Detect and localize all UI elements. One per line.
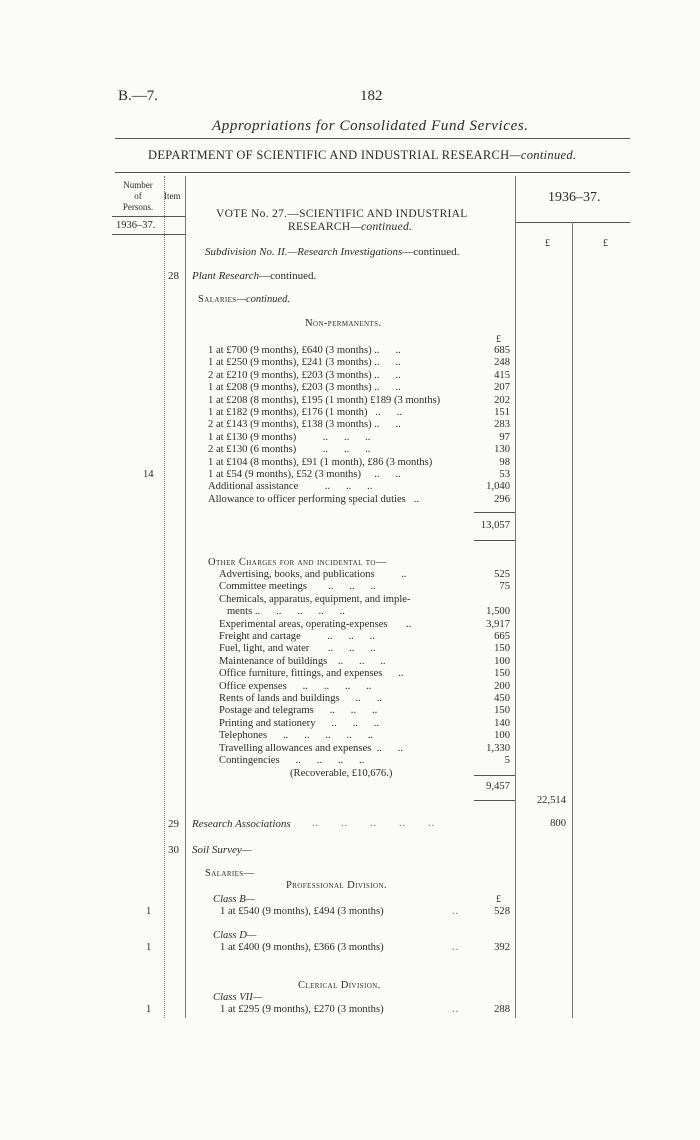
- recoverable-note: (Recoverable, £10,676.): [290, 768, 393, 779]
- item-28-label: Plant Research: [192, 270, 260, 282]
- non-permanent-row-amount: 1,040: [486, 481, 510, 493]
- subdivision-title: Subdivision No. II.—Research Investigations: [205, 246, 403, 258]
- class-b-persons: 1: [146, 906, 152, 917]
- non-permanent-row-desc: 1 at £250 (9 months), £241 (3 months) .. ..: [208, 357, 401, 369]
- vote-heading-suffix: —continued.: [350, 221, 413, 233]
- number-of-persons-line3: Persons.: [122, 202, 154, 212]
- vote-heading-research: RESEARCH: [288, 221, 351, 233]
- other-charge-row-desc: Postage and telegrams .. .. ..: [219, 705, 378, 717]
- pound-col-a: £: [545, 238, 550, 249]
- class-b-row: 1 at £540 (9 months), £494 (3 months): [220, 906, 384, 917]
- number-of-persons-line1: Number: [123, 180, 153, 190]
- non-permanent-row-desc: 2 at £130 (6 months) .. .. ..: [208, 444, 371, 456]
- item-28-total: 22,514: [536, 795, 566, 806]
- item-28-pound-sign: £: [496, 334, 501, 345]
- item-28-salaries-suffix: —continued.: [236, 294, 290, 305]
- item-30-label: Soil Survey—: [192, 844, 252, 856]
- class-vii-persons: 1: [146, 1004, 152, 1015]
- non-permanent-row-desc: 1 at £54 (9 months), £52 (3 months) .. ..: [208, 469, 401, 480]
- salaries-subtotal: 13,057: [480, 520, 510, 531]
- professional-division-heading: Professional Division.: [286, 880, 387, 891]
- other-charge-row-amount: 1,330: [486, 742, 510, 754]
- non-permanent-row-amount: 130: [494, 444, 510, 456]
- other-charge-row-amount: 3,917: [486, 618, 510, 630]
- other-charge-row-desc: Rents of lands and buildings .. ..: [219, 693, 383, 704]
- class-d-amount: 392: [494, 942, 510, 953]
- item-28-heading: [192, 270, 316, 282]
- non-permanents-heading: Non-permanents.: [305, 318, 382, 329]
- other-charge-row-desc: Travelling allowances and expenses .. ..: [219, 742, 404, 754]
- class-b-leader: ..: [452, 906, 460, 917]
- item-29-label: Research Associations: [192, 818, 291, 830]
- non-permanent-row-amount: 283: [494, 419, 510, 431]
- department-rule: [115, 172, 630, 173]
- item-30-number: 30: [168, 844, 179, 856]
- subdivision-heading: [205, 246, 459, 258]
- item-28-suffix: —continued.: [259, 270, 317, 282]
- non-permanent-row-desc: 1 at £208 (8 months), £195 (1 month) £189 (3 months): [208, 394, 441, 406]
- other-charge-row-amount: 450: [494, 693, 510, 704]
- non-permanent-row-desc: Additional assistance .. .. ..: [208, 481, 373, 493]
- non-permanent-row-desc: 2 at £210 (9 months), £203 (3 months) .. ..: [208, 369, 401, 381]
- persons-year-rule: [112, 234, 185, 235]
- non-permanent-row-amount: 207: [494, 382, 510, 394]
- other-charge-row-desc: Advertising, books, and publications ..: [219, 569, 407, 580]
- number-of-persons-header: [112, 180, 164, 213]
- class-vii-leader: ..: [452, 1004, 460, 1015]
- class-vii-row: 1 at £295 (9 months), £270 (3 months): [220, 1004, 384, 1015]
- other-charge-row-desc: Freight and cartage .. .. ..: [219, 631, 375, 642]
- other-charges-heading: Other Charges for and incidental to—: [208, 557, 387, 568]
- other-charge-row-desc: Contingencies .. .. .. ..: [219, 755, 365, 766]
- department-suffix: —continued.: [509, 148, 577, 162]
- other-charge-row-desc: Office expenses .. .. .. ..: [219, 680, 372, 692]
- non-permanent-row-desc: 2 at £143 (9 months), £138 (3 months) .. ..: [208, 419, 401, 431]
- item-29-amount: 800: [550, 818, 566, 829]
- item-column-rule: [185, 176, 186, 1018]
- year-left-header: 1936–37.: [116, 220, 156, 231]
- item-header: Item: [164, 191, 181, 201]
- pound-col-b: £: [603, 238, 608, 249]
- persons-header-rule: [112, 216, 185, 217]
- non-permanent-row-amount: 53: [499, 469, 510, 480]
- class-vii-amount: 288: [494, 1004, 510, 1015]
- salaries-subtotal-under-rule: [474, 540, 515, 541]
- charges-subtotal-under-rule: [474, 800, 515, 801]
- non-permanent-row-amount: 685: [494, 345, 510, 356]
- item-28-salaries-label: Salaries: [198, 294, 237, 305]
- item-29-number: 29: [168, 818, 179, 830]
- non-permanent-row-desc: 1 at £182 (9 months), £176 (1 month) .. ..: [208, 407, 402, 418]
- non-permanent-row-desc: 1 at £700 (9 months), £640 (3 months) .. ..: [208, 345, 401, 356]
- vote-heading-line1: VOTE No. 27.—SCIENTIFIC AND INDUSTRIAL: [216, 208, 468, 220]
- other-charge-row-amount: 150: [494, 705, 510, 717]
- non-permanent-row-desc: 1 at £208 (9 months), £203 (3 months) .. ..: [208, 382, 401, 394]
- vote-heading-line2: [288, 221, 412, 233]
- other-charge-row-amount: 5: [504, 755, 510, 766]
- item-30-salaries-heading: Salaries—: [205, 868, 255, 879]
- other-charge-row-amount: 150: [494, 668, 510, 680]
- item-28-salaries-heading: [198, 294, 290, 305]
- non-permanent-row-desc: Allowance to officer performing special duties ..: [208, 493, 420, 505]
- year-right-header: 1936–37.: [548, 190, 601, 205]
- total-amount-rule: [572, 222, 573, 1018]
- non-permanent-row-amount: 98: [499, 456, 510, 468]
- class-d-heading: Class D—: [213, 930, 257, 941]
- other-charge-row-amount: 1,500: [486, 606, 510, 618]
- other-charge-row-amount: 75: [499, 581, 510, 593]
- other-charge-row-amount: 100: [494, 730, 510, 742]
- other-charge-row-desc: Experimental areas, operating-expenses ..: [219, 618, 412, 630]
- other-charge-row-amount: 525: [494, 569, 510, 580]
- charges-subtotal: 9,457: [486, 781, 510, 792]
- number-of-persons-line2: of: [134, 191, 142, 201]
- other-charge-row-desc: Office furniture, fittings, and expenses ..: [219, 668, 404, 680]
- item-28-persons: 14: [143, 469, 154, 480]
- page-title: Appropriations for Consolidated Fund Services.: [212, 118, 529, 134]
- non-permanent-row-amount: 151: [494, 407, 510, 418]
- non-permanent-row-amount: 248: [494, 357, 510, 369]
- charges-subtotal-rule: [474, 775, 515, 776]
- other-charge-row-amount: 150: [494, 643, 510, 655]
- class-d-persons: 1: [146, 942, 152, 953]
- non-permanent-row-amount: 202: [494, 394, 510, 406]
- class-d-row: 1 at £400 (9 months), £366 (3 months): [220, 942, 384, 953]
- clerical-division-heading: Clerical Division.: [298, 980, 381, 991]
- other-charge-row-desc: Telephones .. .. .. .. ..: [219, 730, 374, 742]
- subdivision-suffix: —continued.: [402, 246, 460, 258]
- other-charge-row-amount: 100: [494, 655, 510, 667]
- other-charge-row-amount: 140: [494, 717, 510, 729]
- other-charge-row-desc: Fuel, light, and water .. .. ..: [219, 643, 376, 655]
- other-charge-row-desc: Committee meetings .. .. ..: [219, 581, 376, 593]
- other-charge-row-desc: Maintenance of buildings .. .. ..: [219, 655, 386, 667]
- persons-column-rule: [164, 176, 165, 1018]
- class-b-amount: 528: [494, 906, 510, 917]
- class-vii-heading: Class VII—: [213, 992, 263, 1003]
- non-permanent-row-amount: 415: [494, 369, 510, 381]
- document-code: B.—7.: [118, 88, 159, 104]
- non-permanent-row-amount: 296: [494, 493, 510, 505]
- other-charge-row-desc: Printing and stationery .. .. ..: [219, 717, 380, 729]
- non-permanent-row-desc: 1 at £130 (9 months) .. .. ..: [208, 431, 371, 443]
- other-charge-row-amount: 665: [494, 631, 510, 642]
- header-rule: [115, 138, 630, 139]
- item-28-number: 28: [168, 270, 179, 282]
- other-charge-row-desc: Chemicals, apparatus, equipment, and imple-: [219, 593, 411, 605]
- non-permanent-row-desc: 1 at £104 (8 months), £91 (1 month), £86 (3 months): [208, 456, 433, 468]
- page-number: 182: [360, 88, 383, 104]
- class-b-heading: Class B—: [213, 894, 256, 905]
- item-29-leader: .. .. .. .. ..: [312, 818, 436, 829]
- salaries-subtotal-rule: [474, 512, 515, 513]
- other-charge-row-desc: ments .. .. .. .. ..: [219, 606, 345, 618]
- department-name: DEPARTMENT OF SCIENTIFIC AND INDUSTRIAL RESEARCH: [148, 148, 510, 162]
- department-heading: [148, 148, 576, 163]
- non-permanent-row-amount: 97: [499, 431, 510, 443]
- item-30-pound-sign: £: [496, 894, 501, 905]
- detail-amount-rule: [515, 176, 516, 1018]
- class-d-leader: ..: [452, 942, 460, 953]
- other-charge-row-amount: 200: [494, 680, 510, 692]
